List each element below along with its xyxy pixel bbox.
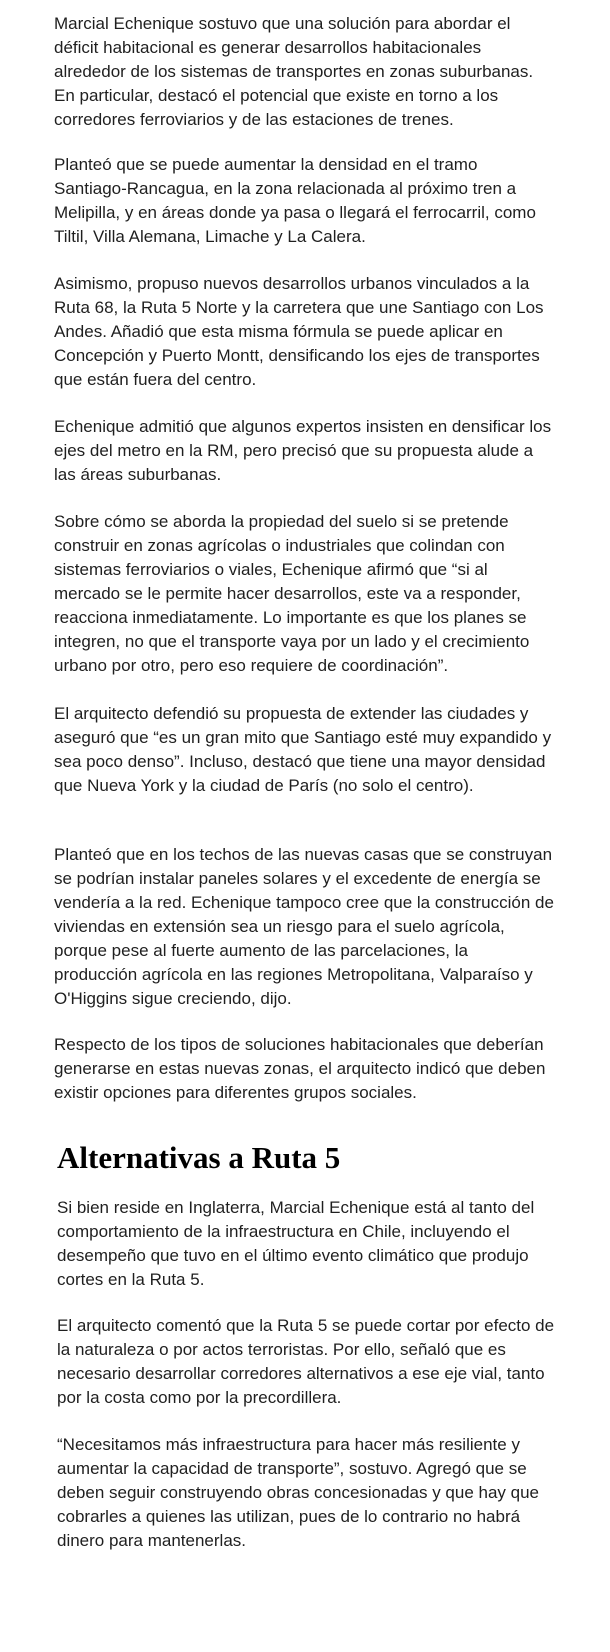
paragraph-6: El arquitecto defendió su propuesta de extender las ciudades y aseguró que “es un gran mito que Santiago esté muy expandido y sea poco denso”. Incluso, destacó que tiene una mayor densidad que Nueva York y la ciudad de París (no solo el centro). (54, 704, 552, 795)
section-heading: Alternativas a Ruta 5 (57, 1140, 341, 1175)
paragraph-7: Planteó que en los techos de las nuevas casas que se construyan se podrían instalar paneles solares y el excedente de energía se vendería a la red. Echenique tampoco cree que la construcción de viviendas en extensión sea un riesgo para el suelo agrícola, porque pese al fuerte aumento de las parcelaciones, la producción agrícola en las regiones Metropolitana, Valparaíso y O'Higgins sigue creciendo, dijo. (54, 845, 554, 1008)
paragraph-5: Sobre cómo se aborda la propiedad del suelo si se pretende construir en zonas agrícolas o industriales que colindan con sistemas ferroviarios o viales, Echenique afirmó que “si al mercado se le permite hacer desarrollos, este va a responder, reacciona inmediatamente. Lo importante es que los planes se integren, no que el transporte vaya por un lado y el crecimiento urbano por otro, pero eso requiere de coordinación”. (54, 512, 530, 675)
paragraph-2: Planteó que se puede aumentar la densidad en el tramo Santiago-Rancagua, en la zona relacionada al próximo tren a Melipilla, y en áreas donde ya pasa o llegará el ferrocarril, como Tiltil, Villa Alemana, Limache y La Calera. (54, 155, 536, 246)
paragraph-1: Marcial Echenique sostuvo que una solución para abordar el déficit habitacional es generar desarrollos habitacionales alrededor de los sistemas de transportes en zonas suburbanas. En particular, destacó el potencial que existe en torno a los corredores ferroviarios y de las estaciones de trenes. (54, 14, 534, 129)
paragraph-4: Echenique admitió que algunos expertos insisten en densificar los ejes del metro en la RM, pero precisó que su propuesta alude a las áreas suburbanas. (54, 417, 552, 484)
paragraph-10: El arquitecto comentó que la Ruta 5 se puede cortar por efecto de la naturaleza o por actos terroristas. Por ello, señaló que es necesario desarrollar corredores alternativos a ese eje vial, tanto por la costa como por la precordillera. (57, 1316, 555, 1407)
paragraph-11: “Necesitamos más infraestructura para hacer más resiliente y aumentar la capacidad de transporte”, sostuvo. Agregó que se deben seguir construyendo obras concesionadas y que hay que cobrarles a quienes las utilizan, pues de lo contrario no habrá dinero para mantenerlas. (57, 1435, 540, 1550)
paragraph-3: Asimismo, propuso nuevos desarrollos urbanos vinculados a la Ruta 68, la Ruta 5 Norte y la carretera que une Santiago con Los Andes. Añadió que esta misma fórmula se puede aplicar en Concepción y Puerto Montt, densificando los ejes de transportes que están fuera del centro. (54, 274, 544, 389)
paragraph-9: Si bien reside en Inglaterra, Marcial Echenique está al tanto del comportamiento de la infraestructura en Chile, incluyendo el desempeño que tuvo en el último evento climático que produjo cortes en la Ruta 5. (57, 1198, 535, 1289)
paragraph-8: Respecto de los tipos de soluciones habitacionales que deberían generarse en estas nuevas zonas, el arquitecto indicó que deben existir opciones para diferentes grupos sociales. (54, 1035, 546, 1102)
